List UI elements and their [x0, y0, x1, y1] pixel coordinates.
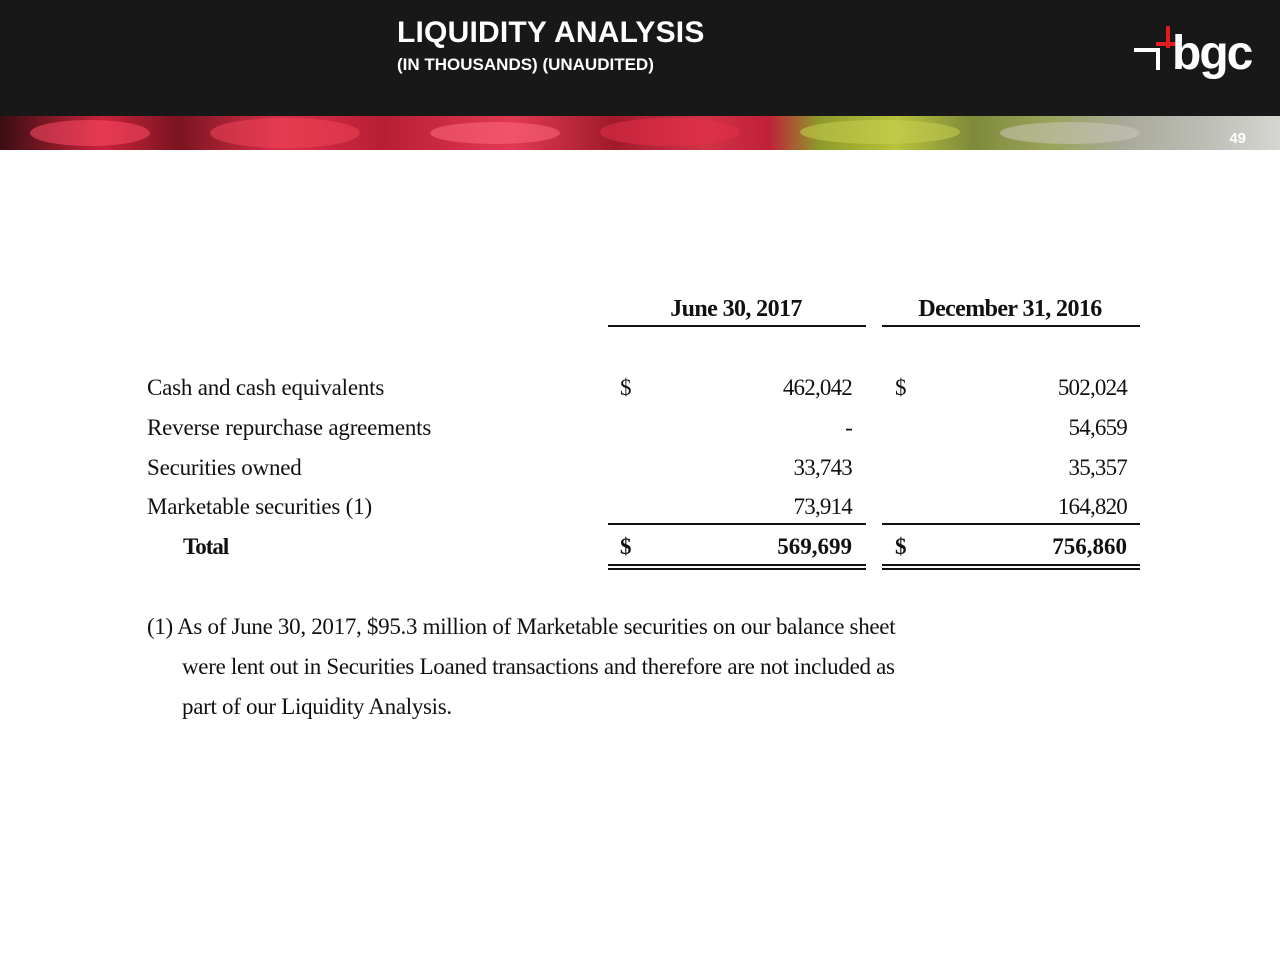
cell-reverse-repo-2016: 54,659 — [1068, 415, 1127, 440]
currency-symbol: $ — [895, 534, 907, 559]
total-double-rule — [882, 568, 1140, 570]
row-label-reverse-repo: Reverse repurchase agreements — [147, 415, 432, 440]
bgc-logo — [1130, 26, 1250, 92]
cell-reverse-repo-2017: - — [845, 415, 852, 440]
subtotal-rule — [882, 523, 1140, 525]
currency-symbol: $ — [620, 375, 632, 400]
total-double-rule — [608, 564, 866, 566]
total-double-rule — [882, 564, 1140, 566]
column-header-june-2017: June 30, 2017 — [670, 296, 802, 322]
cell-marketable-2017: 73,914 — [793, 494, 852, 519]
page-number: 49 — [1229, 130, 1246, 147]
currency-symbol: $ — [895, 375, 907, 400]
footnote-line-1: (1) As of June 30, 2017, $95.3 million of Marketable securities on our balance sheet — [147, 614, 896, 639]
cell-securities-owned-2017: 33,743 — [793, 455, 852, 480]
column-header-rule — [608, 325, 866, 327]
cell-cash-2017: 462,042 — [782, 375, 852, 400]
subtotal-rule — [608, 523, 866, 525]
row-label-total: Total — [183, 534, 229, 559]
page-subtitle: (IN THOUSANDS) (UNAUDITED) — [397, 55, 654, 74]
footnote-line-2: were lent out in Securities Loaned transactions and therefore are not included as — [182, 654, 895, 679]
row-label-cash: Cash and cash equivalents — [147, 375, 385, 400]
column-header-rule — [882, 325, 1140, 327]
cell-cash-2016: 502,024 — [1057, 375, 1127, 400]
cell-total-2017: 569,699 — [777, 534, 852, 559]
currency-symbol: $ — [620, 534, 632, 559]
total-double-rule — [608, 568, 866, 570]
row-label-securities-owned: Securities owned — [147, 455, 302, 480]
cell-securities-owned-2016: 35,357 — [1068, 455, 1127, 480]
cell-marketable-2016: 164,820 — [1057, 494, 1127, 519]
logo-text: bgc — [1172, 27, 1252, 80]
column-header-dec-2016: December 31, 2016 — [918, 296, 1102, 322]
decorative-photo-strip — [0, 116, 1280, 150]
cell-total-2016: 756,860 — [1052, 534, 1127, 559]
row-label-marketable-securities: Marketable securities (1) — [147, 494, 372, 519]
page-title: LIQUIDITY ANALYSIS — [397, 16, 705, 49]
header-bar — [0, 0, 1280, 116]
footnote-line-3: part of our Liquidity Analysis. — [182, 694, 452, 719]
